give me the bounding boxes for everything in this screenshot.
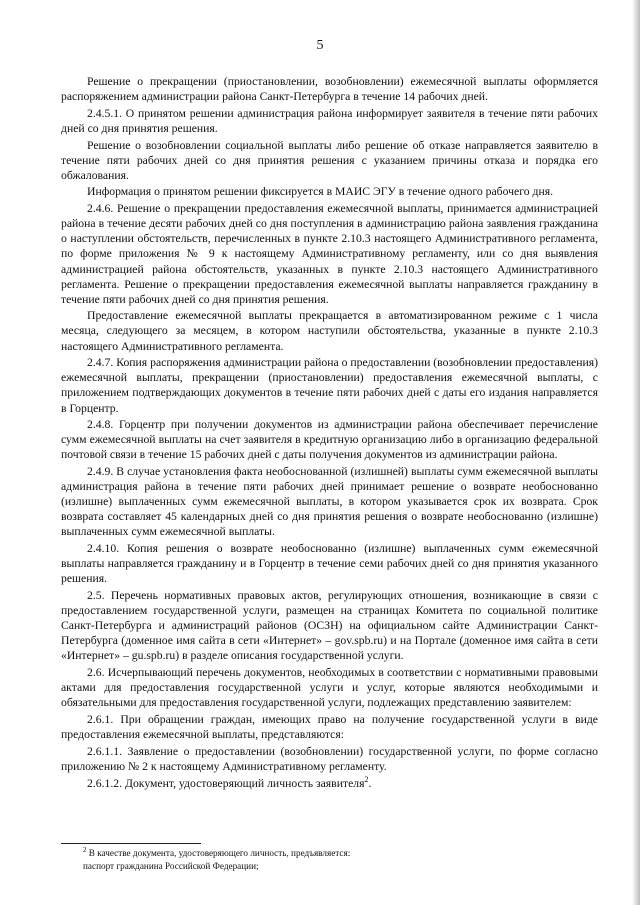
paragraph-with-footnote bbox=[61, 776, 598, 791]
paragraph: Решение о возобновлении социальной выплаты либо решение об отказе направляется заявителю в течение пяти рабочих дней со дня принятия решения с указанием причины отказа и порядка его обжалования. bbox=[61, 138, 598, 182]
document-body bbox=[61, 74, 598, 792]
paragraph-text: 2.6.1.2. Документ, удостоверяющий личность заявителя bbox=[87, 776, 365, 790]
paragraph: 2.5. Перечень нормативных правовых актов, регулирующих отношения, возникающие в связи с предоставлением государственной услуги, размещен на страницах Комитета по социальной политике Санкт-Петербурга и администраций районов (ОСЗН) на официальном сайте Администрации Санкт-Петербурга (доменное имя сайта в сети «Интернет» – gov.spb.ru) и на Портале (доменное имя сайта в сети «Интернет» – gu.spb.ru) в разделе описания государственной услуги. bbox=[61, 589, 598, 663]
paragraph: 2.6. Исчерпывающий перечень документов, необходимых в соответствии с нормативными правовыми актами для предоставления государственной услуги и услуг, которые являются необходимыми и обязательными для предоставления государственной услуги, подлежащих представлению заявителем: bbox=[61, 666, 598, 710]
footnote-text: В качестве документа, удостоверяющего личность, предъявляется: bbox=[86, 848, 351, 858]
scan-shadow-edge bbox=[632, 0, 640, 905]
paragraph: 2.6.1. При обращении граждан, имеющих право на получение государственной услуги в виде предоставления ежемесячной выплаты, представляются: bbox=[61, 712, 598, 742]
paragraph: 2.4.6. Решение о прекращении предоставления ежемесячной выплаты, принимается администрацией района в течение десяти рабочих дней со дня поступления в администрацию района заявления гражданина о наступлении обстоятельств, перечисленных в пункте 2.10.3 настоящего Административного регламента, по форме приложения № 9 к настоящему Административному регламенту, или со дня выявления администрацией района обстоятельств, указанных в пункте 2.10.3 настоящего Административного регламента. Решение о прекращении предоставления ежемесячной выплаты направляется гражданину в течение пяти рабочих дней со дня принятия решения. bbox=[61, 202, 598, 306]
paragraph: Информация о принятом решении фиксируется в МАИС ЭГУ в течение одного рабочего дня. bbox=[87, 185, 553, 199]
footnote bbox=[61, 847, 598, 872]
footnote-marker: 2 bbox=[83, 845, 87, 854]
footnote-text: паспорт гражданина Российской Федерации; bbox=[83, 860, 259, 871]
footnote-line bbox=[61, 847, 598, 860]
paragraph: 2.4.10. Копия решения о возврате необоснованно (излишне) выплаченных сумм ежемесячной выплаты направляется гражданину и в Горцентр в течение семи рабочих дней со дня принятия указанного решения. bbox=[61, 542, 598, 586]
page-number: 5 bbox=[316, 38, 324, 53]
footnote-separator bbox=[61, 843, 201, 844]
paragraph: 2.6.1.1. Заявление о предоставлении (возобновлении) государственной услуги, по форме согласно приложению № 2 к настоящему Административному регламенту. bbox=[61, 744, 598, 773]
paragraph-period: . bbox=[368, 776, 372, 790]
paragraph: Предоставление ежемесячной выплаты прекращается в автоматизированном режиме с 1 числа месяца, следующего за месяцем, в котором наступили обстоятельства, указанные в пункте 2.10.3 настоящего Административного регламента. bbox=[61, 309, 598, 353]
paragraph: 2.4.9. В случае установления факта необоснованной (излишней) выплаты сумм ежемесячной выплаты администрация района в течение пяти рабочих дней принимает решение о возврате необоснованно (излишне) выплаченных сумм ежемесячной выплаты, в котором указывается срок их возврата. Срок возврата составляет 45 календарных дней со дня принятия решения о возврате необоснованно (излишне) выплаченных сумм ежемесячной выплаты. bbox=[61, 465, 598, 539]
paragraph: Решение о прекращении (приостановлении, возобновлении) ежемесячной выплаты оформляется распоряжением администрации района Санкт-Петербурга в течение 14 рабочих дней. bbox=[61, 75, 598, 104]
paragraph: 2.4.7. Копия распоряжения администрации района о предоставлении (возобновлении предоставления) ежемесячной выплаты, прекращении (приостановлении) предоставления ежемесячной выплаты, с приложением подтверждающих документов в течение пяти рабочих дней с даты его издания направляется в Горцентр. bbox=[61, 356, 598, 415]
footnote-line bbox=[61, 860, 598, 873]
paragraph: 2.4.5.1. О принятом решении администрация района информирует заявителя в течение пяти рабочих дней со дня принятия решения. bbox=[61, 106, 598, 135]
paragraph: 2.4.8. Горцентр при получении документов из администрации района обеспечивает перечисление сумм ежемесячной выплаты на счет заявителя в кредитную организацию либо в организацию федеральной почтовой связи в течение 15 рабочих дней с даты получения документов из администрации района. bbox=[61, 418, 598, 462]
footnote-reference[interactable]: 2 bbox=[364, 774, 369, 784]
